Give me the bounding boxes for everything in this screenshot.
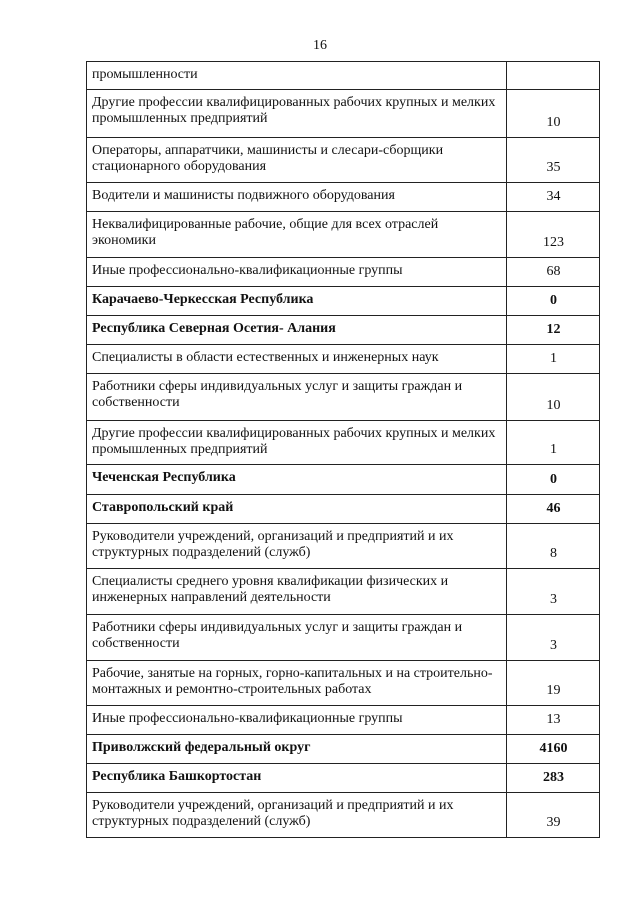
row-value: 34 (507, 183, 600, 212)
row-value: 12 (507, 316, 600, 345)
table-row (87, 345, 600, 374)
row-label: Специалисты в области естественных и инженерных наук (87, 345, 507, 374)
table-row (87, 793, 600, 838)
data-table (86, 61, 600, 838)
region-row (87, 287, 600, 316)
row-label: Республика Северная Осетия- Алания (87, 316, 507, 345)
region-row (87, 316, 600, 345)
row-label: Руководители учреждений, организаций и предприятий и их структурных подразделений (служб) (87, 524, 507, 569)
table-row (87, 212, 600, 258)
row-value: 39 (507, 793, 600, 838)
row-label: Специалисты среднего уровня квалификации физических и инженерных направлений деятельности (87, 569, 507, 615)
table-row (87, 706, 600, 735)
row-value: 19 (507, 661, 600, 706)
row-label: промышленности (87, 62, 507, 90)
row-value: 0 (507, 465, 600, 495)
row-value: 8 (507, 524, 600, 569)
row-value: 35 (507, 138, 600, 183)
row-label: Иные профессионально-квалификационные группы (87, 706, 507, 735)
row-value: 46 (507, 495, 600, 524)
region-row (87, 495, 600, 524)
row-value: 13 (507, 706, 600, 735)
row-value: 1 (507, 345, 600, 374)
row-label: Республика Башкортостан (87, 764, 507, 793)
table-row (87, 615, 600, 661)
row-value: 123 (507, 212, 600, 258)
table-row (87, 524, 600, 569)
table-row (87, 138, 600, 183)
row-label: Чеченская Республика (87, 465, 507, 495)
row-label: Ставропольский край (87, 495, 507, 524)
region-row (87, 735, 600, 764)
row-value: 10 (507, 90, 600, 138)
row-label: Работники сферы индивидуальных услуг и защиты граждан и собственности (87, 374, 507, 421)
table-row (87, 183, 600, 212)
row-value (507, 62, 600, 90)
table-row (87, 569, 600, 615)
row-value: 4160 (507, 735, 600, 764)
row-label: Рабочие, занятые на горных, горно-капитальных и на строительно-монтажных и ремонтно-строительных работах (87, 661, 507, 706)
row-label: Приволжский федеральный округ (87, 735, 507, 764)
table-row (87, 421, 600, 465)
row-label: Неквалифицированные рабочие, общие для всех отраслей экономики (87, 212, 507, 258)
region-row (87, 764, 600, 793)
row-value: 10 (507, 374, 600, 421)
region-row (87, 465, 600, 495)
page-number: 16 (313, 38, 327, 53)
row-label: Операторы, аппаратчики, машинисты и слесари-сборщики стационарного оборудования (87, 138, 507, 183)
table-row (87, 661, 600, 706)
table-row (87, 62, 600, 90)
row-label: Водители и машинисты подвижного оборудования (87, 183, 507, 212)
row-value: 283 (507, 764, 600, 793)
row-value: 3 (507, 615, 600, 661)
row-label: Руководители учреждений, организаций и предприятий и их структурных подразделений (служб) (87, 793, 507, 838)
row-value: 1 (507, 421, 600, 465)
row-label: Другие профессии квалифицированных рабочих крупных и мелких промышленных предприятий (87, 421, 507, 465)
row-label: Другие профессии квалифицированных рабочих крупных и мелких промышленных предприятий (87, 90, 507, 138)
table-row (87, 258, 600, 287)
row-value: 0 (507, 287, 600, 316)
table-row (87, 374, 600, 421)
row-label: Иные профессионально-квалификационные группы (87, 258, 507, 287)
row-label: Работники сферы индивидуальных услуг и защиты граждан и собственности (87, 615, 507, 661)
table-body (87, 62, 600, 838)
row-value: 68 (507, 258, 600, 287)
row-value: 3 (507, 569, 600, 615)
row-label: Карачаево-Черкесская Республика (87, 287, 507, 316)
table-row (87, 90, 600, 138)
